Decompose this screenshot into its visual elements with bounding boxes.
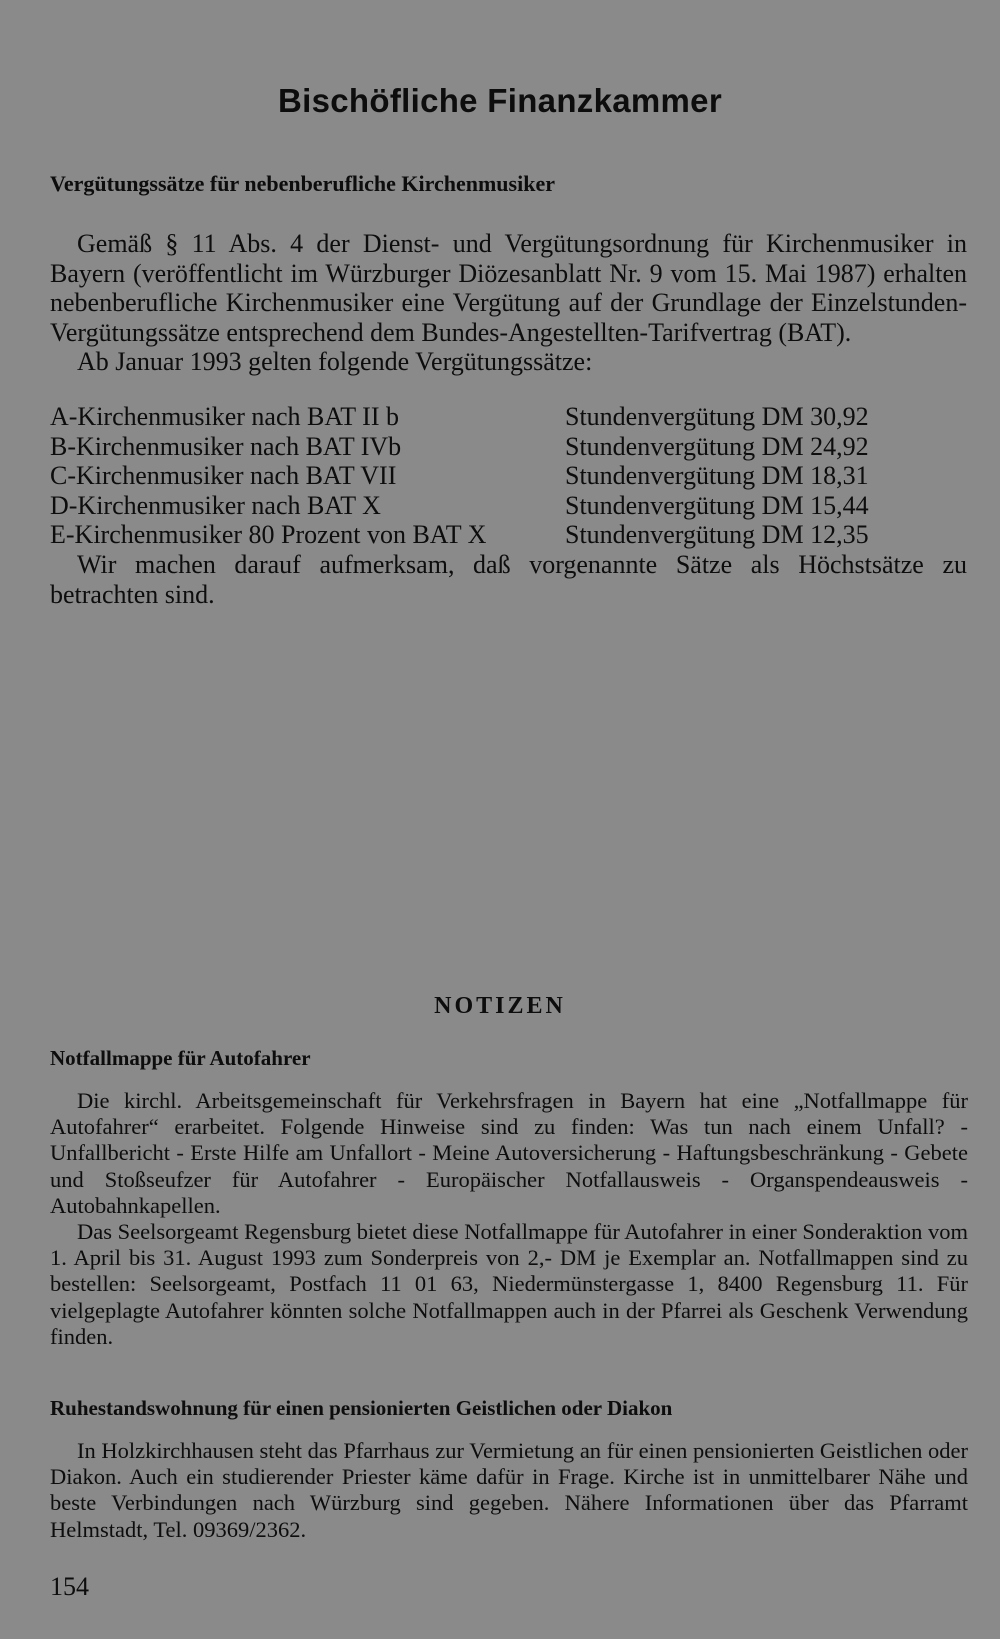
rate-amount: Stundenvergütung DM 30,92 [565,402,869,431]
section-body-ruhestand [50,1438,968,1543]
rate-group: C-Kirchenmusiker nach BAT VII [50,461,397,490]
rate-amount: Stundenvergütung DM 12,35 [565,520,869,549]
rate-group: B-Kirchenmusiker nach BAT IVb [50,431,402,461]
ruhestand-paragraph: In Holzkirchhausen steht das Pfarrhaus zur Vermietung an für einen pensionierten Geistlichen oder Diakon. Auch ein studierender Priester käme dafür in Frage. Kirche ist in unmittelbarer Nähe und beste Verbindungen nach Würzburg sind gegeben. Nähere Informationen über das Pfarramt Helmstadt, Tel. 09369/2362. [50,1438,968,1542]
closing-paragraph: Wir machen darauf aufmerksam, daß vorgenannte Sätze als Höchstsätze zu betrachten sind. [50,550,967,609]
section-heading-notfallmappe: Notfallmappe für Autofahrer [50,1046,311,1070]
rate-amount: Stundenvergütung DM 18,31 [565,461,869,490]
rate-row [50,491,930,521]
intro-paragraph: Gemäß § 11 Abs. 4 der Dienst- und Vergütungsordnung für Kirchenmusiker in Bayern (veröffentlicht im Würzburger Diözesanblatt Nr. 9 vom 15. Mai 1987) erhalten nebenberufliche Kirchenmusiker eine Vergütung auf der Grundlage der Einzelstunden-Vergütungssätze entsprechend dem Bundes-Angestellten-Tarifvertrag (BAT). [50,229,967,347]
section-body-verguetung [50,229,967,377]
rate-group: A-Kirchenmusiker nach BAT II b [50,402,399,431]
page-number: 154 [50,1572,89,1601]
rates-table [50,402,930,550]
rate-group: E-Kirchenmusiker 80 Prozent von BAT X [50,520,487,549]
section-heading-verguetung: Vergütungssätze für nebenberufliche Kirchenmusiker [50,171,555,196]
rate-group: D-Kirchenmusiker nach BAT X [50,490,381,520]
section-heading-ruhestand: Ruhestandswohnung für einen pensionierten Geistlichen oder Diakon [50,1396,673,1420]
section-body-notfallmappe [50,1088,968,1350]
page-title: Bischöfliche Finanzkammer [278,82,722,119]
rate-row [50,520,930,550]
rate-row [50,432,930,462]
notizen-label: NOTIZEN [434,993,566,1019]
rate-row [50,461,930,491]
closing-text [50,550,967,609]
notfallmappe-paragraph-2: Das Seelsorgeamt Regensburg bietet diese Notfallmappe für Autofahrer in einer Sonderaktion vom 1. April bis 31. August 1993 zum Sonderpreis von 2,- DM je Exemplar an. Notfallmappen sind zu bestellen: Seelsorgeamt, Postfach 11 01 63, Niedermünstergasse 1, 8400 Regensburg 11. Für vielgeplagte Autofahrer könnten solche Notfallmappen auch in der Pfarrei als Geschenk Verwendung finden. [50,1219,968,1349]
notfallmappe-paragraph-1: Die kirchl. Arbeitsgemeinschaft für Verkehrsfragen in Bayern hat eine „Notfallmappe für Autofahrer“ erarbeitet. Folgende Hinweise sind zu finden: Was tun nach einem Unfall? - Unfallbericht - Erste Hilfe am Unfallort - Meine Autoversicherung - Haftungsbeschränkung - Gebete und Stoßseufzer für Autofahrer - Europäischer Notfallausweis - Organspendeausweis - Autobahnkapellen. [50,1088,968,1218]
rate-row [50,402,930,432]
rate-amount: Stundenvergütung DM 15,44 [565,490,869,520]
rates-lead-paragraph: Ab Januar 1993 gelten folgende Vergütungssätze: [77,347,593,376]
rate-amount: Stundenvergütung DM 24,92 [565,431,869,461]
